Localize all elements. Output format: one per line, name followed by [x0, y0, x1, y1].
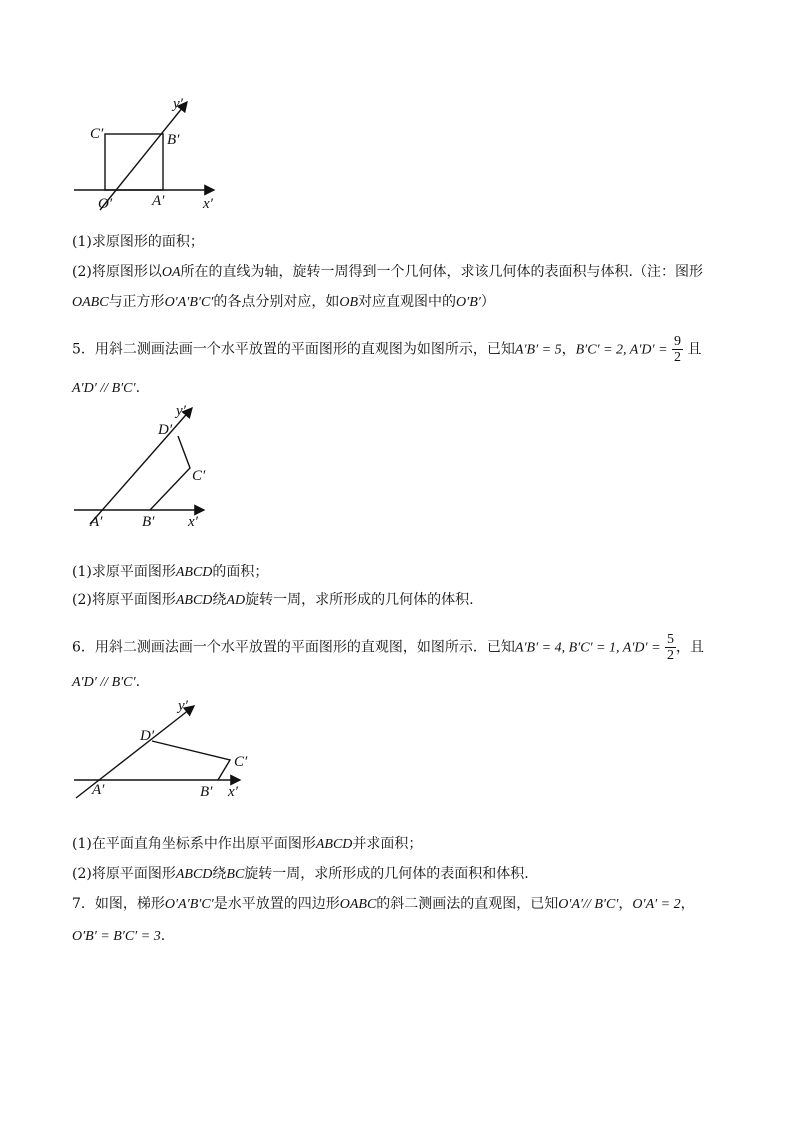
q5-part2 — [72, 590, 474, 611]
q6-fraction — [665, 632, 676, 663]
q6-p2a: (2)将原平面图形 — [72, 866, 176, 882]
q7-stem — [72, 894, 695, 915]
y-axis — [100, 102, 187, 210]
quad — [150, 436, 190, 510]
q5-cond3-line — [72, 378, 140, 399]
label-x: x′ — [203, 196, 213, 212]
q7-cond: O′B′ = B′C′ = 3 — [72, 929, 161, 944]
q7-b: O′A′B′C′ — [164, 897, 214, 912]
q4-part2-cont — [72, 292, 495, 313]
q7-i: ， — [680, 896, 695, 912]
q5-p2a: (2)将原平面图形 — [72, 592, 176, 608]
q5-part1 — [72, 562, 268, 583]
q4-obp: O′B′ — [456, 295, 481, 310]
label-B: B′ — [200, 784, 213, 800]
q4-p3d: 的各点分别对应，如 — [213, 294, 340, 310]
label-B: B′ — [167, 132, 180, 148]
q5-frac-den: 2 — [674, 350, 681, 365]
q5-cond2: B′C′ = 2, A′D′ = — [575, 342, 668, 358]
q5-p2e: 旋转一周，求所形成的几何体的体积. — [245, 592, 474, 608]
q5-p2d: AD — [226, 593, 246, 608]
label-B: B′ — [142, 514, 155, 530]
q5-cond1: A′B′ = 5 — [514, 342, 562, 358]
q5-stem — [72, 334, 701, 365]
q6-p1b: ABCD — [315, 837, 353, 852]
q5-p1c: 的面积； — [212, 564, 269, 580]
q7-f: O′A′// B′C′ — [558, 897, 619, 912]
q6-part1 — [72, 834, 422, 855]
label-y: y′ — [176, 403, 186, 419]
q6-p1a: (1)在平面直角坐标系中作出原平面图形 — [72, 836, 316, 852]
q7-line2 — [72, 926, 165, 947]
q5-p1b: ABCD — [175, 565, 213, 580]
q6-stem-b: ，且 — [675, 639, 704, 656]
q6-period: . — [135, 674, 141, 690]
q6-stem-a: 6．用斜二测画法画一个水平放置的平面图形的直观图，如图所示．已知 — [72, 639, 515, 656]
label-C: C′ — [234, 754, 248, 770]
q4-oabc: OABC — [72, 295, 109, 310]
label-A: A′ — [92, 782, 105, 798]
q6-frac-num: 5 — [666, 632, 674, 647]
q7-h: O′A′ = 2 — [632, 897, 681, 912]
q7-e: 的斜二测画法的直观图，已知 — [376, 896, 559, 912]
q7-d: OABC — [339, 897, 377, 912]
q4-p2a: (2)将原图形以 — [72, 264, 162, 280]
q4-part2 — [72, 262, 703, 283]
q5-stem-a: 5．用斜二测画法画一个水平放置的平面图形的直观图为如图所示，已知 — [72, 341, 515, 358]
q6-cond2: A′D′ // B′C′ — [72, 675, 136, 690]
label-A: A′ — [152, 193, 165, 209]
q7-c: 是水平放置的四边形 — [213, 896, 340, 912]
q4-p2-oa: OA — [161, 265, 181, 280]
label-y: y′ — [178, 698, 188, 714]
label-x: x′ — [188, 514, 198, 530]
label-D: D′ — [158, 422, 173, 438]
q5-p2b: ABCD — [175, 593, 213, 608]
q4-p3h: ） — [480, 294, 495, 310]
label-y: y′ — [173, 96, 183, 112]
q7-g: ， — [618, 896, 633, 912]
q4-ob: OB — [339, 295, 359, 310]
q5-period: . — [135, 380, 141, 396]
q7-a: 7．如图，梯形 — [72, 896, 165, 912]
label-O: O′ — [98, 196, 113, 212]
q6-frac-den: 2 — [666, 648, 674, 663]
q4-p2b: 所在的直线为轴，旋转一周得到一个几何体，求该几何体的表面积与体积.（注：图形 — [180, 264, 703, 280]
q5-cond3: A′D′ // B′C′ — [72, 381, 136, 396]
q4-square: O′A′B′C′ — [164, 295, 214, 310]
q4-p3b: 与正方形 — [108, 294, 165, 310]
quad — [152, 741, 230, 780]
q6-cond2-line — [72, 672, 140, 693]
y-axis — [90, 408, 192, 524]
q6-p1c: 并求面积； — [352, 836, 423, 852]
q6-p2d: BC — [226, 867, 245, 882]
q6-p2c: 绕 — [212, 866, 227, 882]
label-D: D′ — [140, 728, 155, 744]
label-x: x′ — [228, 784, 238, 800]
q6-stem — [72, 632, 704, 663]
q5-frac-num: 9 — [674, 334, 681, 349]
q5-comma: ， — [561, 341, 576, 358]
figure-q6 — [70, 696, 260, 806]
q4-p3f: 对应直观图中的 — [358, 294, 457, 310]
figure-q5 — [70, 400, 210, 530]
label-C: C′ — [192, 468, 206, 484]
figure-q4 — [70, 92, 230, 214]
label-A: A′ — [90, 514, 103, 530]
q5-fraction — [672, 334, 683, 365]
q5-stem-b: 且 — [687, 341, 702, 358]
q5-p1a: (1)求原平面图形 — [72, 564, 176, 580]
q6-part2 — [72, 864, 529, 885]
q5-p2c: 绕 — [212, 592, 227, 608]
q6-cond1: A′B′ = 4, B′C′ = 1, A′D′ = — [514, 640, 661, 656]
q4-part1: (1)求原图形的面积； — [72, 234, 204, 250]
q6-p2b: ABCD — [175, 867, 213, 882]
label-C: C′ — [90, 126, 104, 142]
q6-p2e: 旋转一周，求所形成的几何体的表面积和体积. — [244, 866, 529, 882]
q7-period: . — [160, 928, 166, 944]
